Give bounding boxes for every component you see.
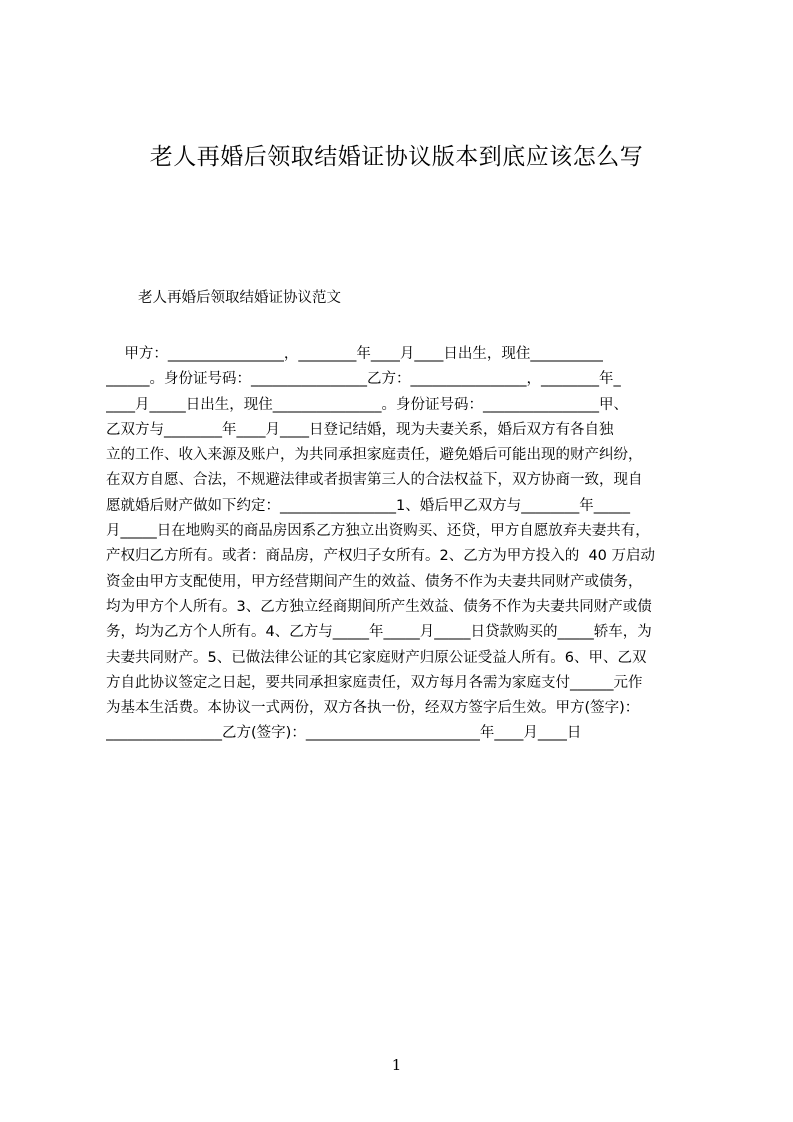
body-line: 资金由甲方支配使用，甲方经营期间产生的效益、债务不作为夫妻共同财产或债务， xyxy=(106,573,643,590)
page-number: 1 xyxy=(391,1056,402,1074)
body-line: 月_____日在地购买的商品房因系乙方独立出资购买、还贷，甲方自愿放弃夫妻共有， xyxy=(106,523,650,540)
body-line: ________________乙方(签字)：________________________年____月____日 xyxy=(106,725,582,742)
body-line: ____月_____日出生，现住_______________。身份证号码：________________甲、 xyxy=(106,396,628,413)
body-line: 立的工作、收入来源及账户，为共同承担家庭责任，避免婚后可能出现的财产纠纷， xyxy=(106,447,643,464)
body-line: ______。身份证号码：________________乙方：________________，________年_ xyxy=(106,371,621,388)
body-line: 务，均为乙方个人所有。4、乙方与_____年_____月_____日贷款购买的_____轿车，为 xyxy=(106,624,652,641)
body-line: 均为甲方个人所有。3、乙方独立经商期间所产生效益、债务不作为夫妻共同财产或债 xyxy=(106,598,652,615)
body-line: 方自此协议签定之日起，要共同承担家庭责任，双方每月各需为家庭支付______元作 xyxy=(106,674,643,691)
body-line: 为基本生活费。本协议一式两份，双方各执一份，经双方签字后生效。甲方(签字)： xyxy=(106,700,640,717)
agreement-subheading: 老人再婚后领取结婚证协议范文 xyxy=(138,290,341,306)
body-line: 乙双方与________年____月____日登记结婚，现为夫妻关系，婚后双方有各自独 xyxy=(106,421,614,438)
agreement-body xyxy=(106,342,698,772)
document-title: 老人再婚后领取结婚证协议版本到底应该怎么写 xyxy=(149,144,644,170)
body-line: 在双方自愿、合法，不规避法律或者损害第三人的合法权益下，双方协商一致，现自 xyxy=(106,472,643,489)
body-line: 产权归乙方所有。或者：商品房，产权归子女所有。2、乙方为甲方投入的 40 万启动 xyxy=(106,548,656,565)
body-line: 夫妻共同财产。5、已做法律公证的其它家庭财产归原公证受益人所有。6、甲、乙双 xyxy=(106,649,647,666)
body-line: 愿就婚后财产做如下约定：________________1、婚后甲乙双方与________年_____ xyxy=(106,497,630,514)
body-line: 甲方：________________，________年____月____日出生，现住__________ xyxy=(106,346,603,362)
